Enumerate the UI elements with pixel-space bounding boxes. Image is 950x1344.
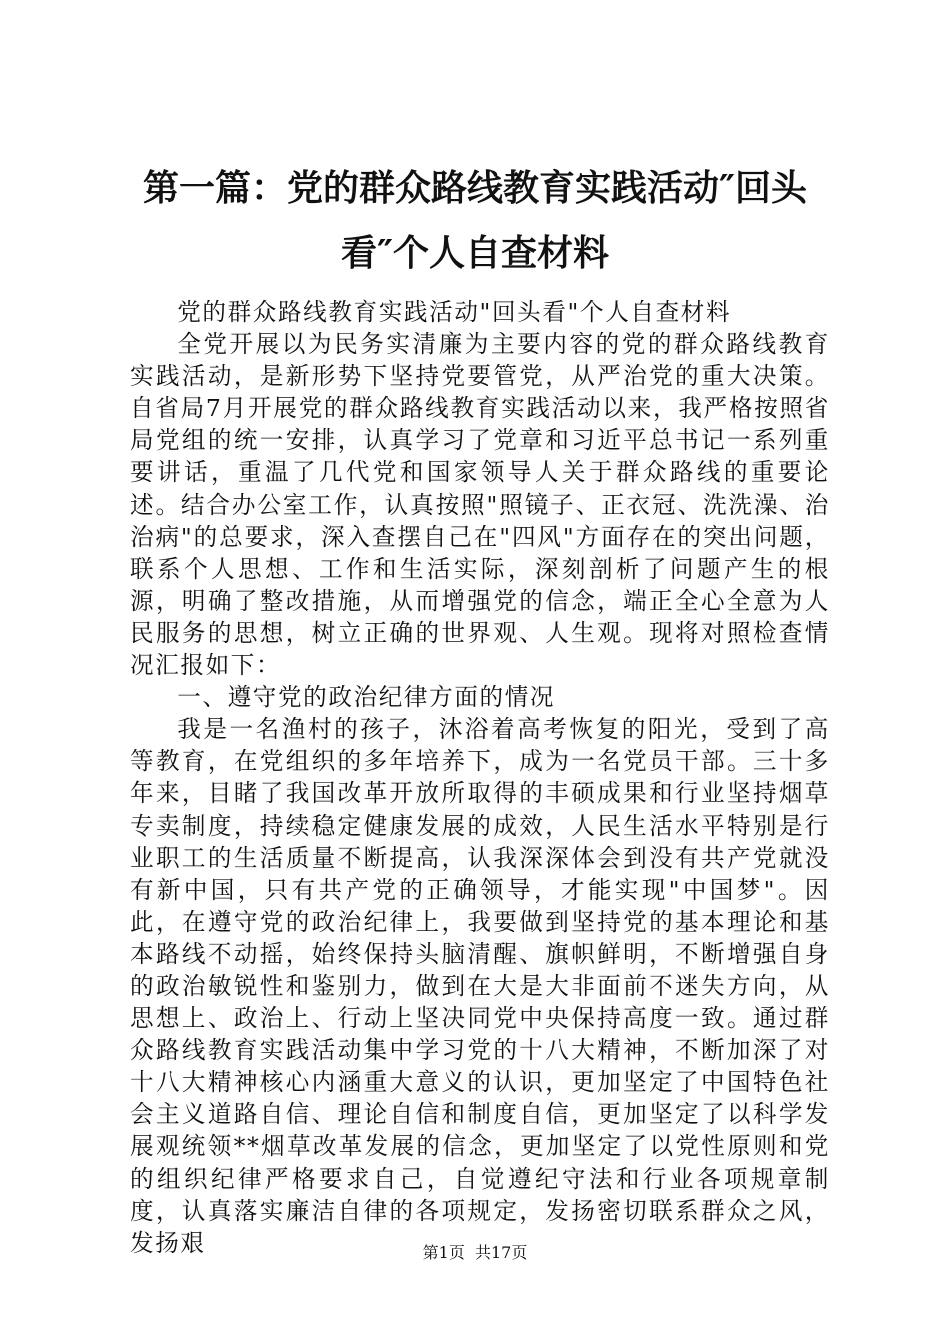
title-line-1: 第一篇：党的群众路线教育实践活动″回头 (142, 168, 808, 209)
section-paragraph: 我是一名渔村的孩子，沐浴着高考恢复的阳光，受到了高等教育，在党组织的多年培养下，成为一名党员干部。三十多年来，目睹了我国改革开放所取得的丰硕成果和行业坚持烟草专卖制度，持续稳定健康发展的成效，人民生活水平特别是行业职工的生活质量不断提高，认我深深体会到没有共产党就没有新中国，只有共产党的正确领导，才能实现"中国梦"。因此，在遵守党的政治纪律上，我要做到坚持党的基本理论和基本路线不动摇，始终保持头脑清醒、旗帜鲜明，不断增强自身的政治敏锐性和鉴别力，做到在大是大非面前不迷失方向，从思想上、政治上、行动上坚决同党中央保持高度一致。通过群众路线教育实践活动集中学习党的十八大精神，不断加深了对十八大精神核心内涵重大意义的认识，更加坚定了中国特色社会主义道路自信、理论自信和制度自信，更加坚定了以科学发展观统领**烟草改革发展的信念，更加坚定了以党性原则和党的组织纪律严格要求自己，自觉遵纪守法和行业各项规章制度，认真落实廉洁自律的各项规定，发扬密切联系群众之风，发扬艰 (130, 715, 830, 1257)
subtitle-paragraph: 党的群众路线教育实践活动"回头看"个人自查材料 (177, 298, 732, 326)
title-line-2: 看″个人自查材料 (340, 233, 610, 274)
section-heading: 一、遵守党的政治纪律方面的情况 (177, 683, 556, 712)
document-title (125, 156, 825, 286)
intro-paragraph: 全党开展以为民务实清廉为主要内容的党的群众路线教育实践活动，是新形势下坚持党要管党，从严治党的重大决策。自省局7月开展党的群众路线教育实践活动以来，我严格按照省局党组的统一安排，认真学习了党章和习近平总书记一系列重要讲话，重温了几代党和国家领导人关于群众路线的重要论述。结合办公室工作，认真按照"照镜子、正衣冠、洗洗澡、治治病"的总要求，深入查摆自己在"四风"方面存在的突出问题，联系个人思想、工作和生活实际，深刻剖析了问题产生的根源，明确了整改措施，从而增强党的信念，端正全心全意为人民服务的思想，树立正确的世界观、人生观。现将对照检查情况汇报如下： (130, 330, 830, 680)
document-body (130, 296, 830, 1259)
page-footer: 第1页 共17页 (422, 1243, 528, 1262)
